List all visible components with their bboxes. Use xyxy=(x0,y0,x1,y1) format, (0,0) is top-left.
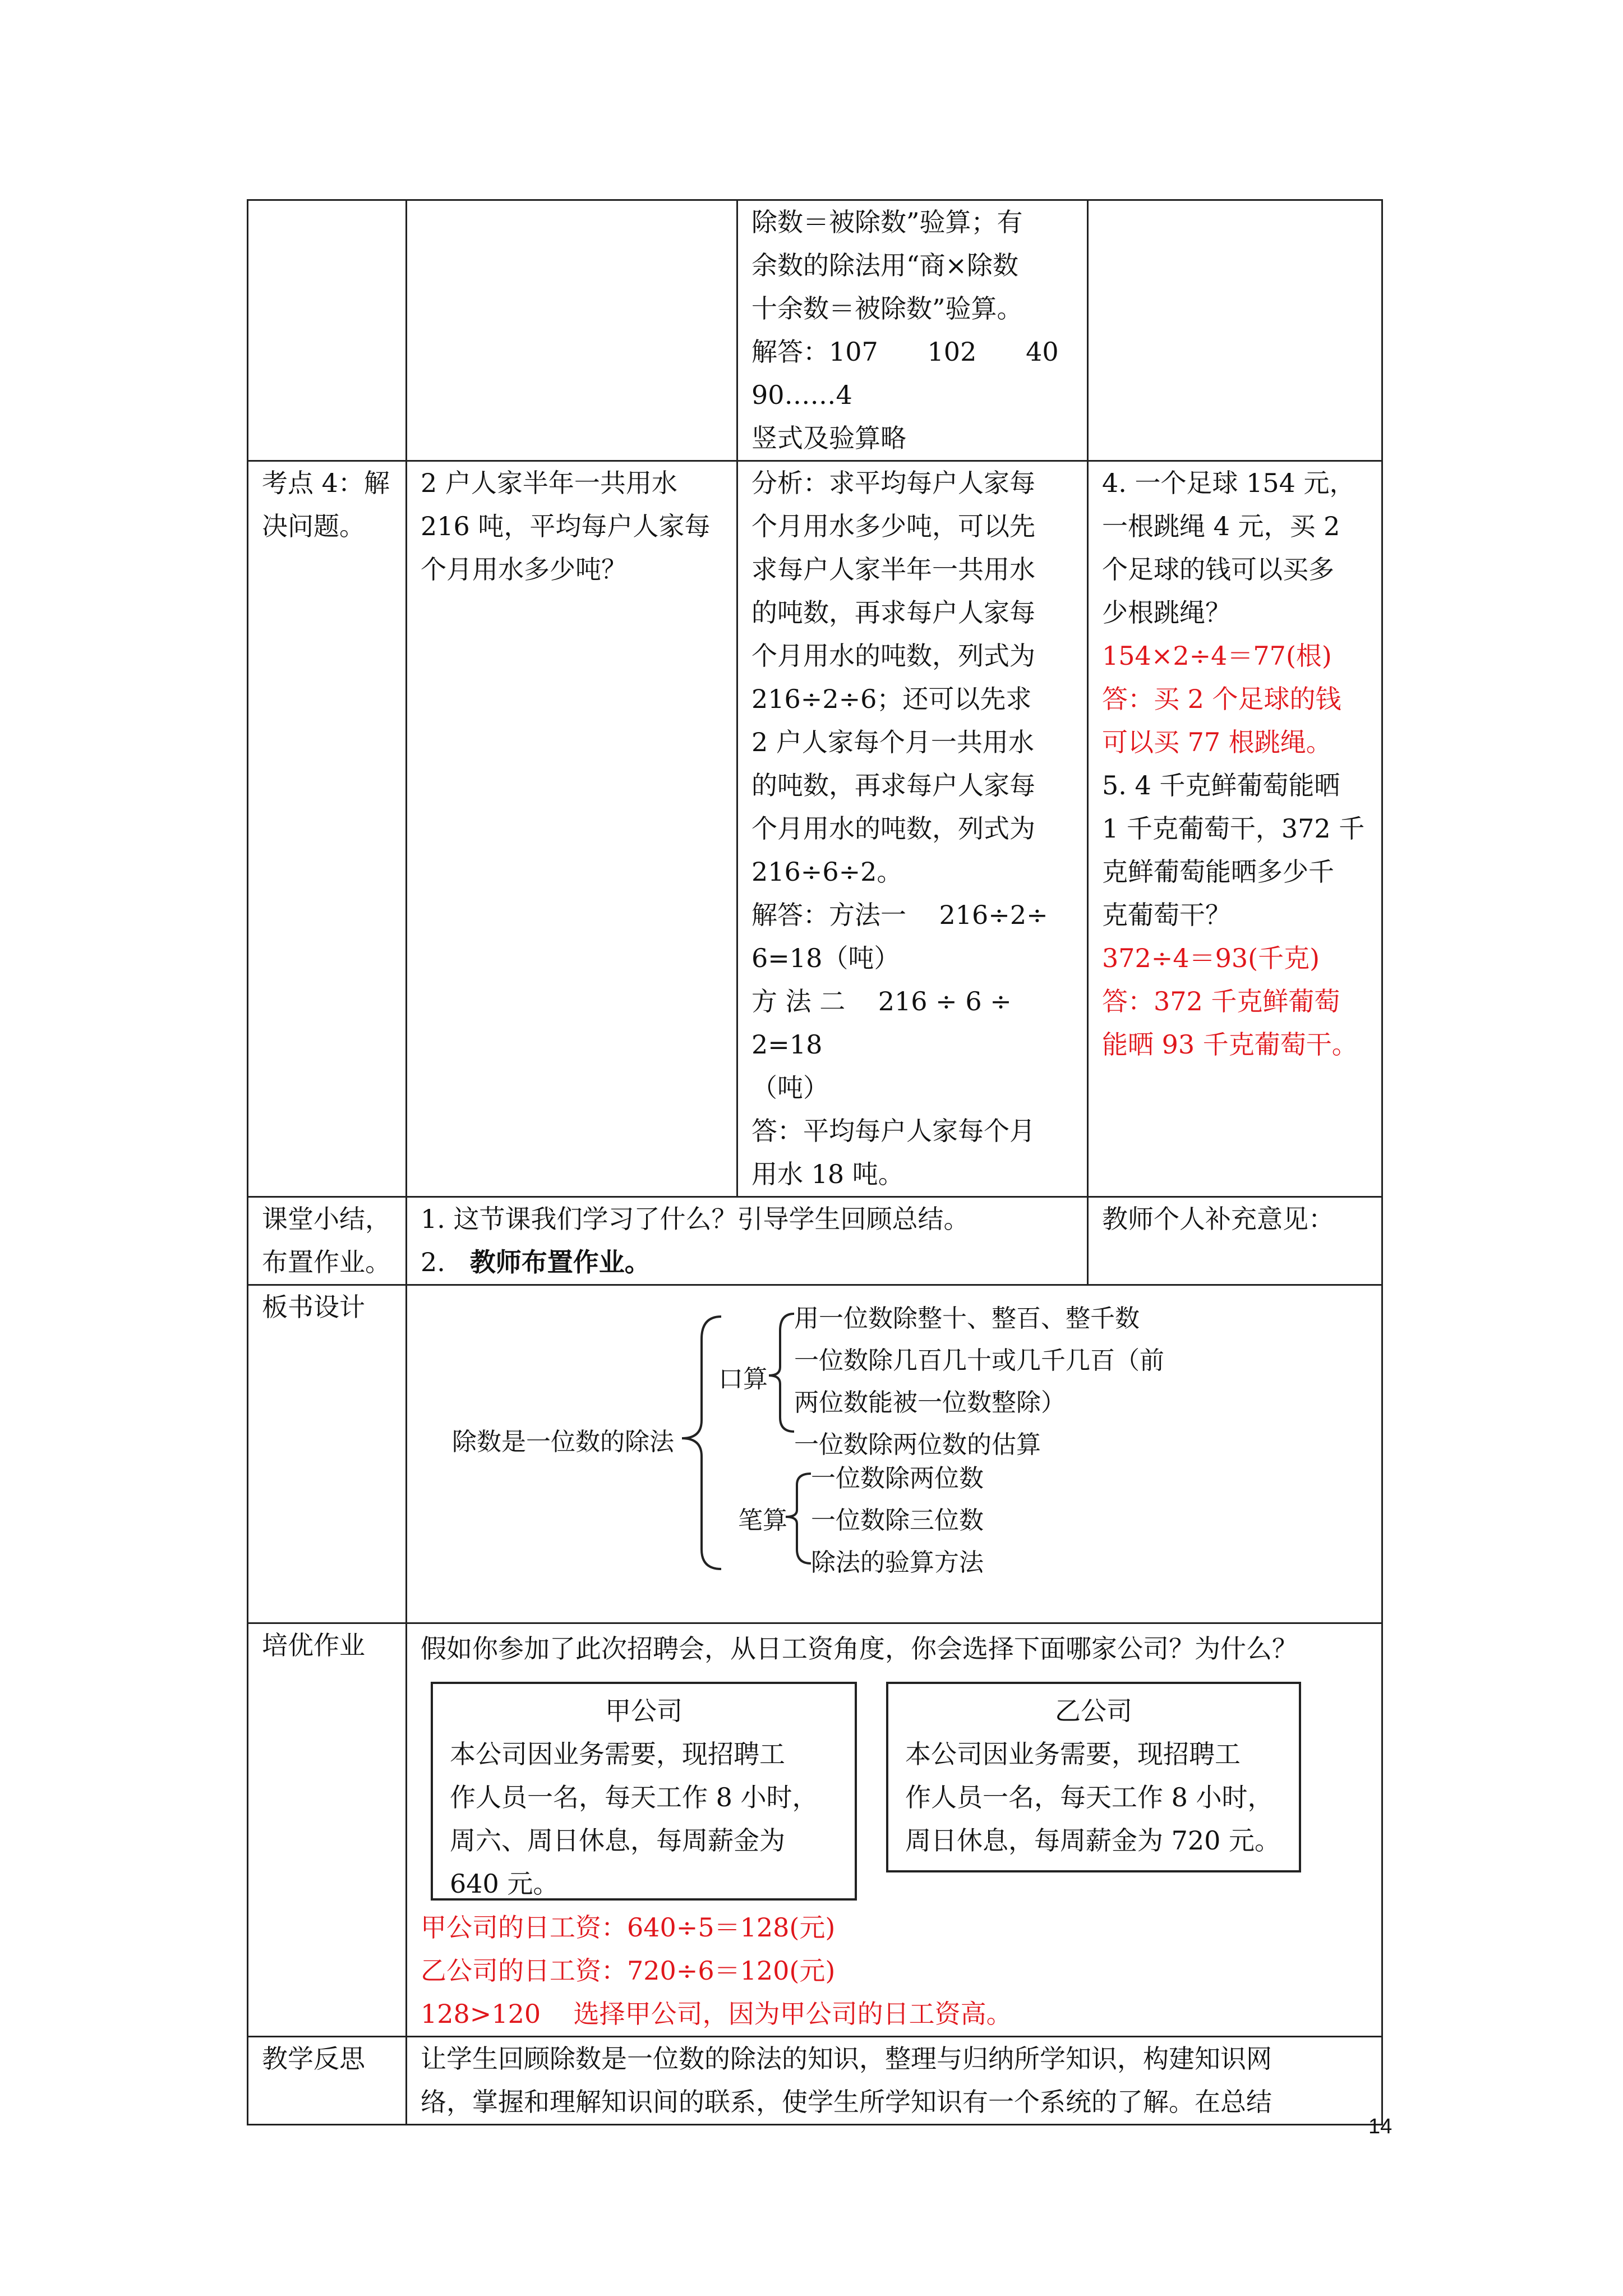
practice-line: 一根跳绳 4 元，买 2 xyxy=(1102,511,1340,541)
board-root-label: 除数是一位数的除法 xyxy=(452,1428,674,1456)
extra-answer-line: 甲公司的日工资：640÷5＝128(元) xyxy=(421,1912,836,1943)
summary-cell xyxy=(407,1197,1088,1285)
reflection-line: 络，掌握和理解知识间的联系，使学生所学知识有一个系统的了解。在总结 xyxy=(421,2087,1272,2117)
oral-label: 口算 xyxy=(718,1365,768,1393)
text-line: 2 户人家半年一共用水 xyxy=(421,468,677,498)
empty-cell xyxy=(407,200,737,461)
text-line: 求每户人家半年一共用水 xyxy=(751,554,1035,585)
text-line: 216÷2÷6；还可以先求 xyxy=(751,684,1032,714)
company-a-title: 甲公司 xyxy=(605,1696,683,1726)
text-line: 216 吨，平均每户人家每 xyxy=(421,511,711,541)
practice-cell xyxy=(1088,461,1382,1197)
row-label-line: 课堂小结， xyxy=(262,1204,391,1234)
text-line: 的吨数，再求每户人家每 xyxy=(751,597,1035,628)
company-a-line: 640 元。 xyxy=(450,1869,559,1899)
row-label-line: 培优作业 xyxy=(262,1630,365,1660)
row-label-line: 布置作业。 xyxy=(262,1247,391,1277)
row-label xyxy=(248,1623,407,2037)
board-diagram xyxy=(407,1286,1381,1622)
text-line: 方 法 二 216 ÷ 6 ÷ 2=18 xyxy=(751,986,1020,1060)
written-item: 一位数除两位数 xyxy=(811,1464,984,1493)
extra-answer-line: 乙公司的日工资：720÷6＝120(元) xyxy=(421,1955,836,1986)
row-label-line: 考点 4：解 xyxy=(262,468,390,498)
oral-item: 一位数除两位数的估算 xyxy=(794,1430,1041,1459)
text-line: 的吨数，再求每户人家每 xyxy=(751,770,1035,800)
summary-item: 1. 这节课我们学习了什么？引导学生回顾总结。 xyxy=(421,1204,970,1234)
practice-answer-line: 能晒 93 千克葡萄干。 xyxy=(1102,1029,1358,1060)
text-line: 90……4 xyxy=(751,380,852,410)
teacher-note-label: 教师个人补充意见： xyxy=(1102,1204,1334,1234)
text-line: 216÷6÷2。 xyxy=(751,857,903,887)
text-line: 解答：107 102 40 xyxy=(751,337,1059,367)
company-b-box xyxy=(886,1682,1301,1872)
empty-cell xyxy=(248,200,407,461)
text-line: 余数的除法用“商×除数 xyxy=(751,250,1019,280)
row-label-line: 板书设计 xyxy=(262,1292,365,1322)
text-line: 用水 18 吨。 xyxy=(751,1159,904,1189)
table-row-reflection xyxy=(248,2037,1382,2125)
main-brace xyxy=(682,1317,721,1569)
company-b-line: 本公司因业务需要，现招聘工 xyxy=(905,1739,1241,1769)
table-row-board-design xyxy=(248,1285,1382,1623)
company-boxes xyxy=(421,1671,1368,1906)
table-row-key-point-4 xyxy=(248,461,1382,1197)
teacher-note-cell xyxy=(1088,1197,1382,1285)
board-design-cell xyxy=(407,1285,1382,1623)
practice-answer-line: 154×2÷4＝77(根) xyxy=(1102,641,1332,671)
text-line: 个月用水的吨数，列式为 xyxy=(751,813,1035,844)
summary-item-text: 教师布置作业。 xyxy=(469,1247,651,1277)
table-row-summary xyxy=(248,1197,1382,1285)
text-line: 十余数＝被除数”验算。 xyxy=(751,293,1023,324)
company-a-line: 周六、周日休息，每周薪金为 xyxy=(450,1825,785,1856)
example-question-cell xyxy=(407,461,737,1197)
text-line: 答：平均每户人家每个月 xyxy=(751,1116,1035,1146)
text-line: 个月用水多少吨，可以先 xyxy=(751,511,1035,541)
oral-item: 用一位数除整十、整百、整千数 xyxy=(794,1304,1140,1333)
practice-answer-line: 372÷4＝93(千克) xyxy=(1102,943,1320,973)
practice-answer-line: 答：372 千克鲜葡萄 xyxy=(1102,986,1340,1016)
row-label xyxy=(248,2037,407,2125)
practice-line: 1 千克葡萄干，372 千 xyxy=(1102,813,1365,844)
row-label-line: 决问题。 xyxy=(262,511,365,541)
practice-line: 4. 一个足球 154 元， xyxy=(1102,468,1355,498)
text-line: 竖式及验算略 xyxy=(751,423,906,453)
extra-question: 假如你参加了此次招聘会，从日工资角度，你会选择下面哪家公司？为什么？ xyxy=(421,1634,1298,1664)
company-a-line: 本公司因业务需要，现招聘工 xyxy=(450,1739,785,1769)
text-line: 分析：求平均每户人家每 xyxy=(751,468,1035,498)
company-b-line: 周日休息，每周薪金为 720 元。 xyxy=(905,1825,1281,1856)
verification-cell xyxy=(737,200,1088,461)
oral-item: 一位数除几百几十或几千几百（前 xyxy=(794,1346,1164,1375)
company-a-line: 作人员一名，每天工作 8 小时， xyxy=(450,1782,818,1812)
row-label xyxy=(248,1285,407,1623)
text-line: 个月用水多少吨？ xyxy=(421,554,627,585)
lesson-plan-table xyxy=(247,199,1383,2125)
summary-item xyxy=(421,1241,1073,1284)
written-brace xyxy=(786,1474,811,1563)
analysis-cell xyxy=(737,461,1088,1197)
row-label-line: 教学反思 xyxy=(262,2044,365,2074)
table-row-extra-homework xyxy=(248,1623,1382,2037)
text-line: 个月用水的吨数，列式为 xyxy=(751,641,1035,671)
row-label xyxy=(248,1197,407,1285)
practice-line: 克鲜葡萄能晒多少千 xyxy=(1102,857,1334,887)
text-line: 解答：方法一 216÷2÷ xyxy=(751,900,1048,930)
written-label: 笔算 xyxy=(738,1506,787,1535)
practice-line: 克葡萄干？ xyxy=(1102,900,1231,930)
text-line: 除数＝被除数”验算；有 xyxy=(751,207,1023,237)
table-row-continued xyxy=(248,200,1382,461)
written-item: 除法的验算方法 xyxy=(811,1548,984,1577)
written-item: 一位数除三位数 xyxy=(811,1506,984,1535)
practice-line: 个足球的钱可以买多 xyxy=(1102,554,1334,585)
practice-line: 少根跳绳？ xyxy=(1102,597,1231,628)
company-a-box xyxy=(431,1682,857,1901)
summary-item-number: 2. xyxy=(421,1247,445,1277)
practice-answer-line: 答：买 2 个足球的钱 xyxy=(1102,684,1341,714)
text-line: （吨） xyxy=(751,1073,829,1103)
oral-item: 两位数能被一位数整除） xyxy=(794,1388,1066,1417)
oral-brace xyxy=(769,1314,794,1432)
practice-line: 5. 4 千克鲜葡萄能晒 xyxy=(1102,770,1340,800)
text-line: 2 户人家每个月一共用水 xyxy=(751,727,1034,757)
company-b-line: 作人员一名，每天工作 8 小时， xyxy=(905,1782,1274,1812)
reflection-cell xyxy=(407,2037,1382,2125)
extra-homework-cell xyxy=(407,1623,1382,2037)
text-line: 6=18（吨） xyxy=(751,943,900,973)
reflection-line: 让学生回顾除数是一位数的除法的知识，整理与归纳所学知识，构建知识网 xyxy=(421,2044,1272,2074)
extra-answer-line: 128>120 选择甲公司，因为甲公司的日工资高。 xyxy=(421,1999,1012,2029)
row-label xyxy=(248,461,407,1197)
page-number: 14 xyxy=(1368,2115,1393,2138)
practice-answer-line: 可以买 77 根跳绳。 xyxy=(1102,727,1332,757)
empty-cell xyxy=(1088,200,1382,461)
company-b-title: 乙公司 xyxy=(1055,1696,1132,1726)
